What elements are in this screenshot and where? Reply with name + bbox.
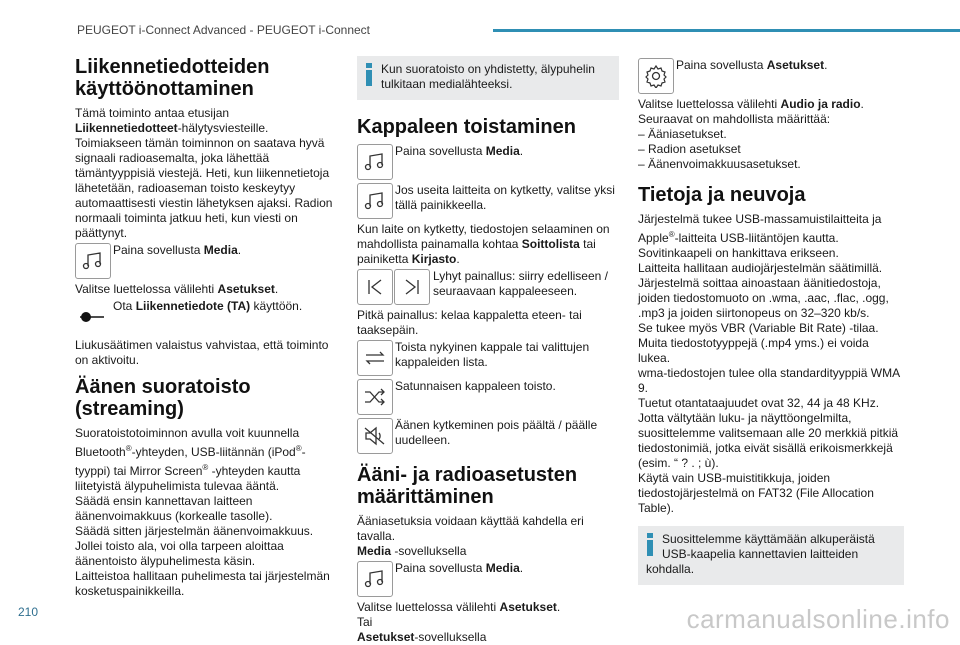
heading-audio-settings: Ääni- ja radioasetusten määrittäminen	[357, 464, 578, 508]
page-number: 210	[18, 605, 39, 619]
header-title: PEUGEOT i-Connect Advanced - PEUGEOT i-Connect	[77, 23, 371, 37]
paragraph: Liukusäätimen valaistus vahvistaa, että toiminto on aktivoitu.	[75, 338, 329, 367]
step-shuffle: Satunnaisen kappaleen toisto.	[357, 379, 619, 415]
gear-icon	[638, 58, 674, 94]
info-icon	[646, 532, 654, 556]
heading-tips: Tietoja ja neuvoja	[638, 184, 806, 206]
repeat-icon	[357, 340, 393, 376]
paragraph: Kun laite on kytketty, tiedostojen selaaminen on mahdollista painamalla kohtaa Soittolista tai painiketta Kirjasto.	[357, 222, 610, 266]
paragraph: Valitse luettelossa välilehti Asetukset.	[357, 600, 561, 614]
column-1	[75, 56, 337, 599]
paragraph: Suoratoistotoiminnon avulla voit kuunnella Bluetooth®-yhteyden, USB-liitännän (iPod®-tyyppi) tai Mirror Screen® -yhteyden kautta liitetyistä älypuhelimista tulevaa ääntä.	[75, 426, 306, 493]
mute-icon	[357, 418, 393, 454]
step-settings-app: Paina sovellusta Asetukset.	[638, 58, 904, 94]
watermark: carmanualsonline.info	[686, 604, 950, 634]
music-note-icon	[357, 144, 393, 180]
paragraph: Käytä vain USB-muistitikkuja, joiden tiedostojärjestelmä on FAT32 (File Allocation Table).	[638, 471, 874, 515]
paragraph: Media -sovelluksella	[357, 544, 467, 558]
list-item: – Äänenvoimakkuusasetukset.	[638, 157, 801, 171]
previous-track-icon	[357, 269, 393, 305]
list-item: – Radion asetukset	[638, 142, 741, 156]
paragraph: Valitse luettelossa välilehti Asetukset.	[75, 282, 279, 296]
source-select-icon	[357, 183, 393, 219]
step-mute: Äänen kytkeminen pois päältä / päälle uudelleen.	[357, 418, 619, 454]
paragraph: Asetukset-sovelluksella	[357, 630, 487, 644]
page-header	[0, 0, 960, 40]
paragraph: Valitse luettelossa välilehti Audio ja radio.	[638, 97, 864, 111]
paragraph: Järjestelmä tukee USB-massamuistilaitteita ja Apple®-laitteita USB-liitäntöjen kautta.	[638, 212, 882, 245]
column-3	[638, 56, 904, 585]
paragraph: Muita tiedostotyyppejä (.mp4 yms.) ei voida lukea.	[638, 336, 869, 365]
paragraph: wma-tiedostojen tulee olla standardityyppiä WMA 9.	[638, 366, 900, 395]
paragraph: Säädä ensin kannettavan laitteen äänenvoimakkuus (korkealle tasolle).	[75, 494, 273, 523]
paragraph: Ääniasetuksia voidaan käyttää kahdella eri tavalla.	[357, 514, 584, 543]
step-media: Paina sovellusta Media.	[357, 561, 619, 597]
paragraph: Laitteistoa hallitaan puhelimesta tai järjestelmän kosketuspainikkeilla.	[75, 569, 330, 598]
step-media: Paina sovellusta Media.	[75, 243, 337, 279]
heading-streaming: Äänen suoratoisto (streaming)	[75, 376, 251, 420]
heading-traffic: Liikennetiedotteiden käyttöönottaminen	[75, 56, 270, 100]
step-prev-next: Lyhyt painallus: siirry edelliseen / seuraavaan kappaleeseen.	[357, 269, 619, 305]
step-select-device: Jos useita laitteita on kytketty, valitse yksi tällä painikkeella.	[357, 183, 619, 219]
step-enable-ta: Ota Liikennetiedote (TA) käyttöön.	[75, 299, 337, 335]
paragraph: Jollei toisto ala, voi olla tarpeen aloittaa äänentoisto älypuhelimesta käsin.	[75, 539, 284, 568]
info-box-streaming: Kun suoratoisto on yhdistetty, älypuhelin tulkitaan medialähteeksi.	[357, 56, 619, 100]
paragraph: Seuraavat on mahdollista määrittää:	[638, 112, 831, 126]
column-2	[357, 56, 619, 645]
heading-play-track: Kappaleen toistaminen	[357, 116, 576, 138]
paragraph: Tuetut otantataajuudet ovat 32, 44 ja 48 KHz.	[638, 396, 880, 410]
header-accent-bar	[493, 29, 960, 32]
paragraph: Toimiakseen tämän toiminnon on saatava hyvä signaali radioasemalta, joka lähettää tämäntyyppisiä viestejä. Heti, kun liikennetietoja lähetetään, radioaseman toisto keskeytyy automaattisesti viestin lähetyksen ajaksi. Radion normaali toiminta jatkuu heti, kun viesti on päättynyt.	[75, 136, 333, 240]
music-note-icon	[75, 243, 111, 279]
list-item: – Ääniasetukset.	[638, 127, 727, 141]
music-note-icon	[357, 561, 393, 597]
info-box-usb: Suosittelemme käyttämään alkuperäistä USB-kaapelia kannettavien laitteiden kohdalla.	[638, 526, 904, 585]
paragraph: Laitteita hallitaan audiojärjestelmän säätimillä.	[638, 261, 883, 275]
paragraph: Pitkä painallus: kelaa kappaletta eteen- tai taaksepäin.	[357, 308, 582, 337]
paragraph: Järjestelmä soittaa ainoastaan äänitiedostoja, joiden tiedostomuoto on .wma, .aac, .flac, .ogg, .mp3 ja joiden siirtonopeus on 32–320 kb/s.	[638, 276, 889, 320]
step-repeat: Toista nykyinen kappale tai valittujen kappaleiden lista.	[357, 340, 619, 376]
toggle-switch-icon	[75, 299, 111, 335]
shuffle-icon	[357, 379, 393, 415]
paragraph: Jotta vältytään luku- ja näyttöongelmilta, suosittelemme valitsemaan alle 20 merkkiä pitkiä tiedostonimiä, jotka eivät sisällä erikoismerkkejä (esim. “ ? . ; ù).	[638, 411, 899, 470]
paragraph: Tämä toiminto antaa etusijan Liikennetiedotteet-hälytysviesteille.	[75, 106, 269, 135]
info-icon	[365, 62, 373, 86]
paragraph: Se tukee myös VBR (Variable Bit Rate) -tilaa.	[638, 321, 879, 335]
paragraph: Sovitinkaapeli on hankittava erikseen.	[638, 246, 839, 260]
paragraph: Säädä sitten järjestelmän äänenvoimakkuus.	[75, 524, 314, 538]
next-track-icon	[394, 269, 430, 305]
step-media: Paina sovellusta Media.	[357, 144, 619, 180]
paragraph: Tai	[357, 615, 373, 629]
